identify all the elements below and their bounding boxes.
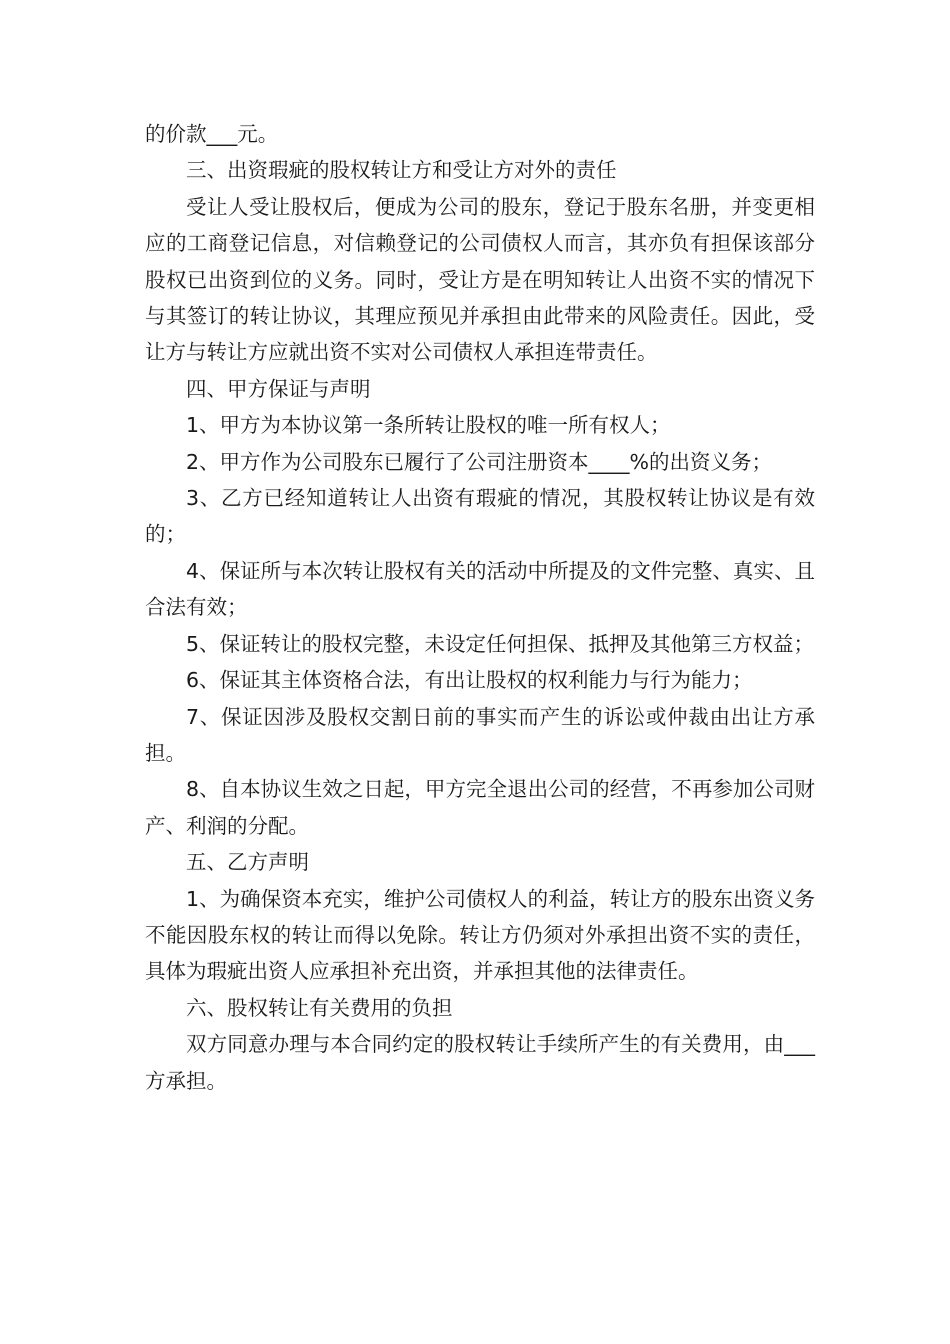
list-item-5-1: 1、为确保资本充实，维护公司债权人的利益，转让方的股东出资义务不能因股东权的转让而得以免除。转让方仍须对外承担出资不实的责任，具体为瑕疵出资人应承担补充出资，并承担其他的法律责任。 (145, 886, 815, 984)
list-item-4-4: 4、保证所与本次转让股权有关的活动中所提及的文件完整、真实、且合法有效； (145, 558, 815, 620)
section-heading-5: 五、乙方声明 (186, 850, 309, 875)
list-item-4-8: 8、自本协议生效之日起，甲方完全退出公司的经营，不再参加公司财产、利润的分配。 (145, 777, 815, 838)
paragraph-section-3-body: 受让人受让股权后，便成为公司的股东，登记于股东名册，并变更相应的工商登记信息，对信赖登记的公司债权人而言，其亦负有担保该部分股权已出资到位的义务。同时，受让方是在明知转让人出资不实的情况下与其签订的转让协议，其理应预见并承担由此带来的风险责任。因此，受让方与转让方应就出资不实对公司债权人承担连带责任。 (145, 194, 815, 365)
list-item-4-3: 3、乙方已经知道转让人出资有瑕疵的情况，其股权转让协议是有效的； (145, 486, 815, 547)
paragraph-price-continuation: 的价款___元。 (145, 122, 279, 146)
list-item-4-1: 1、甲方为本协议第一条所转让股权的唯一所有权人； (186, 413, 671, 438)
section-heading-3: 三、出资瑕疵的股权转让方和受让方对外的责任 (186, 158, 617, 183)
list-item-4-7: 7、保证因涉及股权交割日前的事实而产生的诉讼或仲裁由出让方承担。 (145, 704, 815, 765)
list-item-4-6: 6、保证其主体资格合法，有出让股权的权利能力与行为能力； (186, 668, 753, 693)
paragraph-section-6-body: 双方同意办理与本合同约定的股权转让手续所产生的有关费用，由___方承担。 (145, 1032, 815, 1093)
document-body (145, 116, 815, 1099)
list-item-4-2: 2、甲方作为公司股东已履行了公司注册资本____%的出资义务； (186, 449, 773, 474)
section-heading-4: 四、甲方保证与声明 (186, 376, 371, 401)
section-heading-6: 六、股权转让有关费用的负担 (186, 995, 453, 1020)
list-item-4-5: 5、保证转让的股权完整，未设定任何担保、抵押及其他第三方权益； (186, 631, 815, 656)
